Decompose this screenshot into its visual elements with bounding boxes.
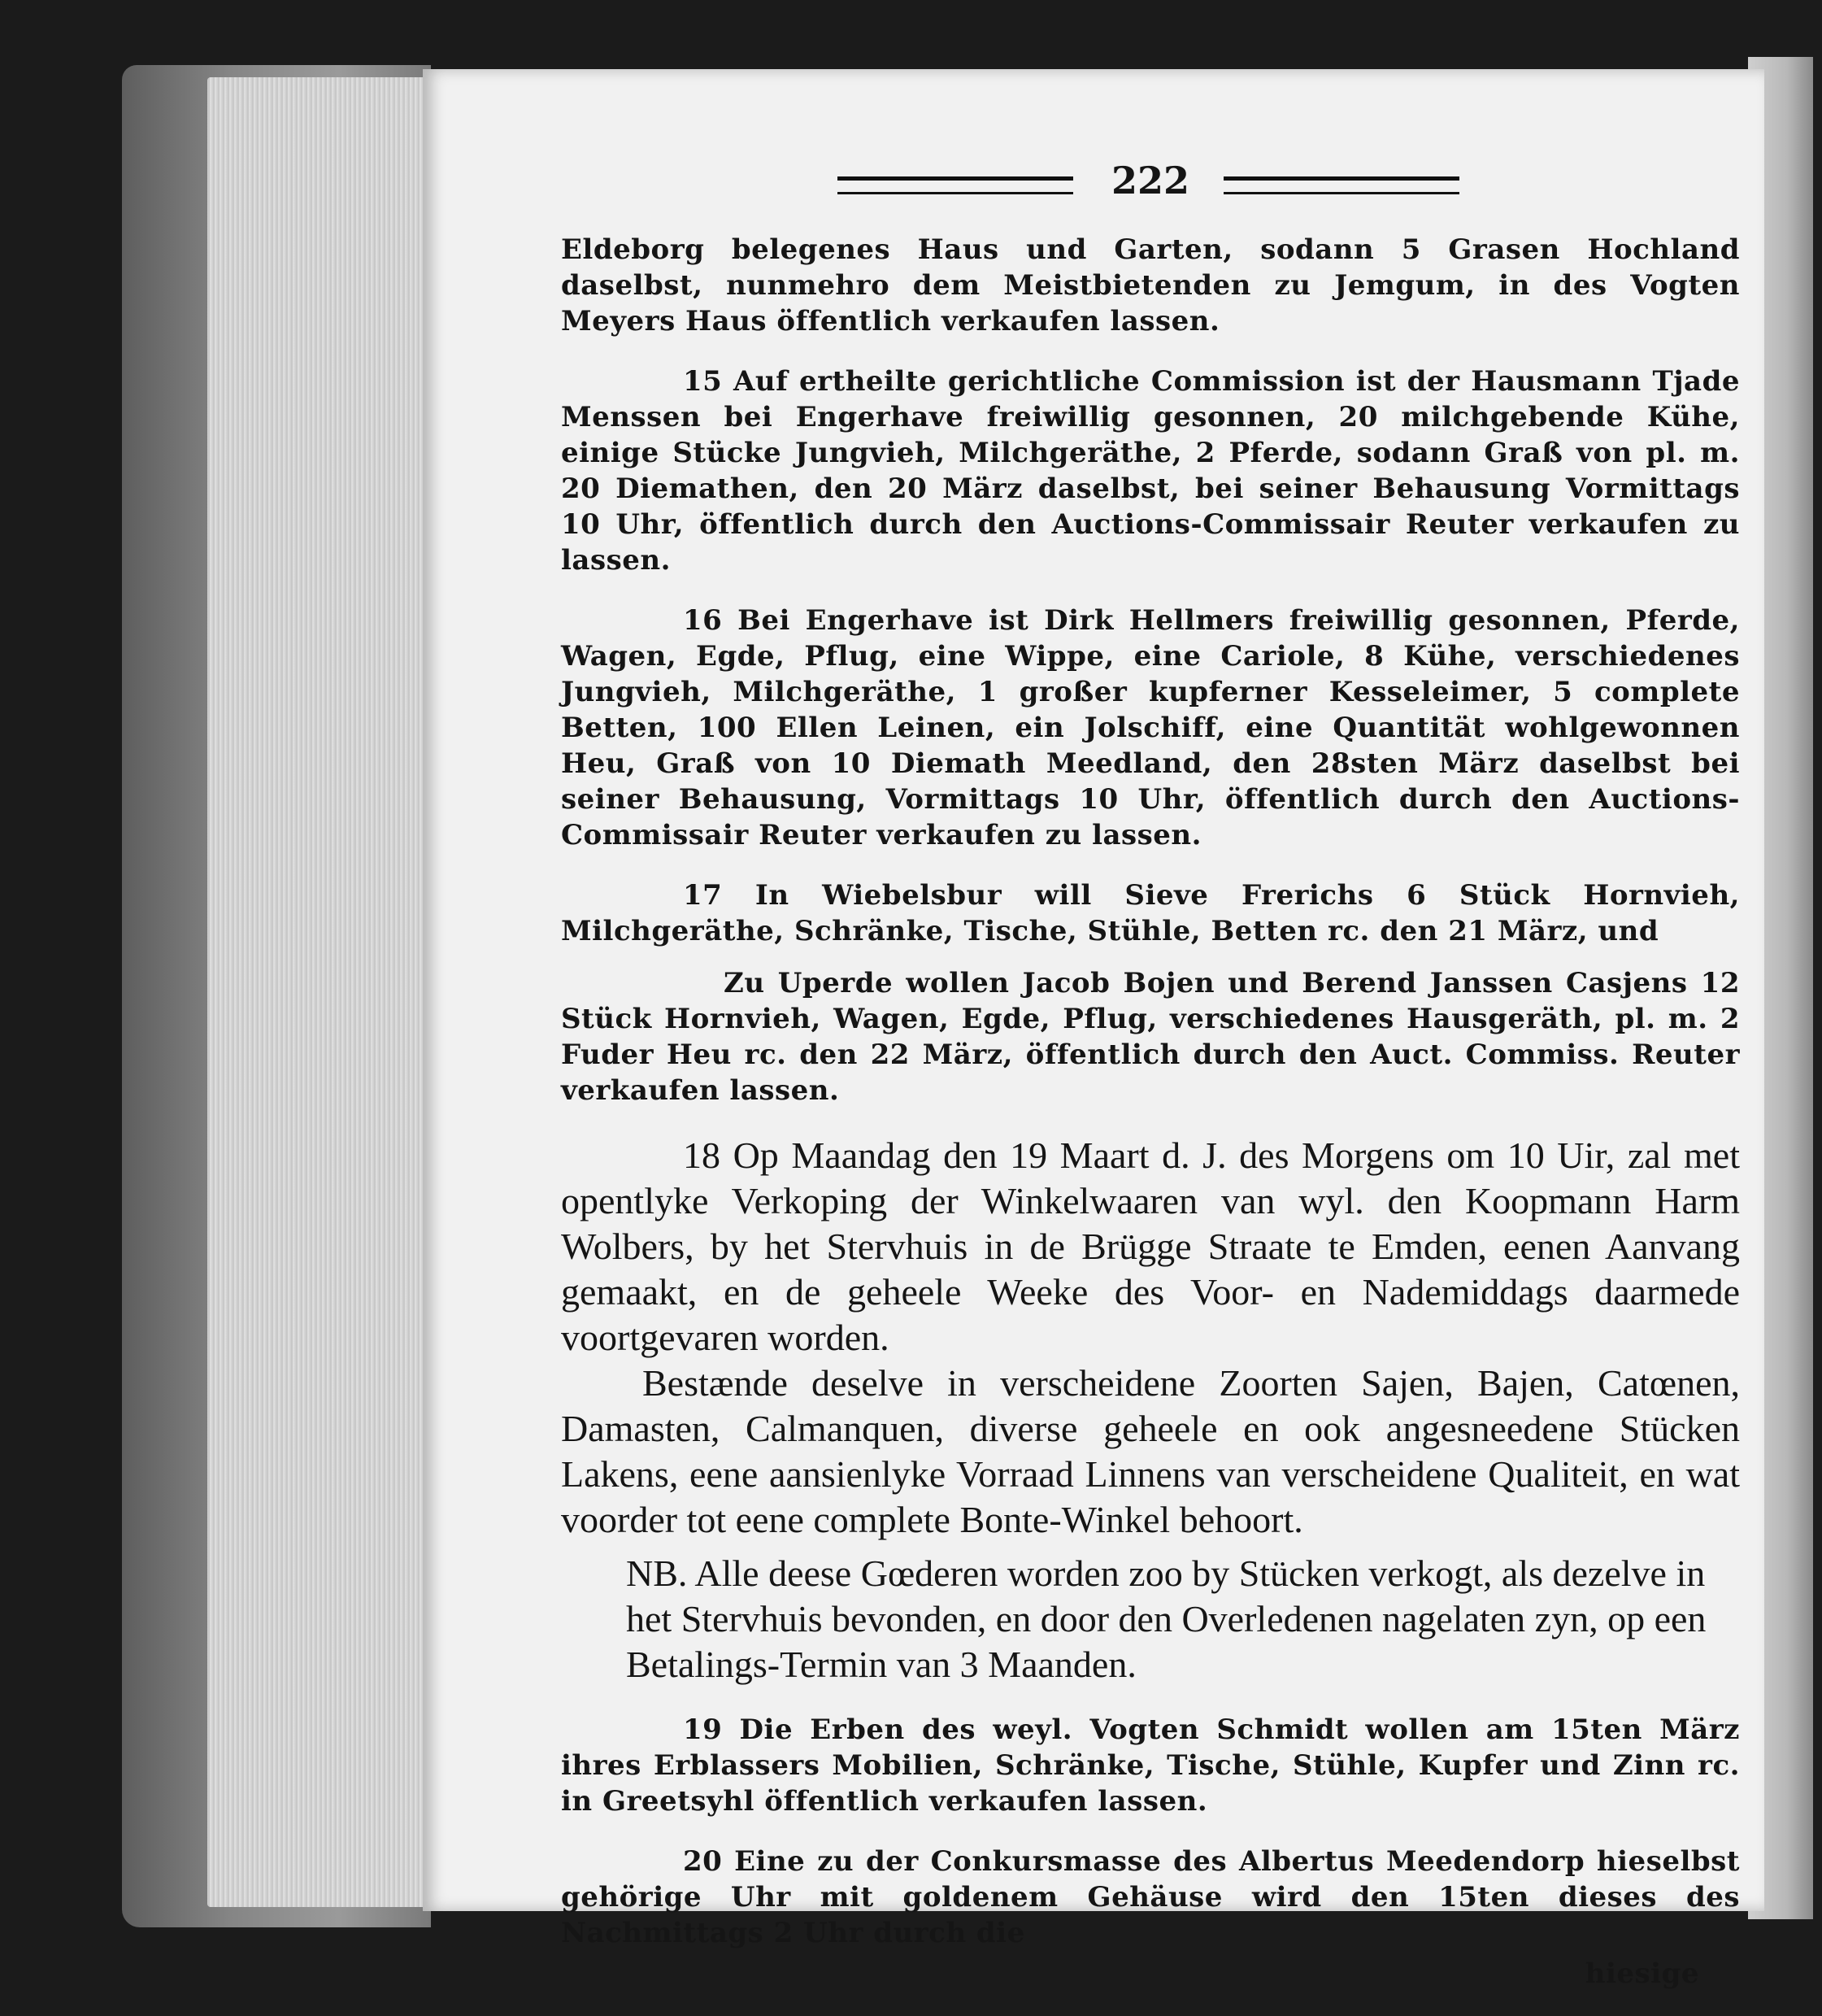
page-body xyxy=(561,232,1740,2016)
nota-bene xyxy=(561,1551,1740,1687)
paragraph-18: 18 Op Maandag den 19 Maart d. J. des Morgens om 10 Uir, zal met opentlyke Verkoping der Winkelwaaren van wyl. den Koopmann Harm Wolbers, by het Stervhuis in de Brügge Straate te Emden, eenen Aanvang gemaakt, en de geheele Weeke des Voor- en Nademiddags daarmede voortgevaren worden. xyxy=(561,1134,1740,1358)
paragraph-18-contents: Bestænde deselve in verscheidene Zoorten Sajen, Bajen, Catœnen, Damasten, Calmanquen, diverse geheele en ook angesneedene Stücken Lakens, eene aansienlyke Vorraad Linnens van verscheidene Qualiteit, en wat voorder tot eene complete Bonte-Winkel behoort. xyxy=(561,1362,1740,1540)
paragraph-19: 19 Die Erben des weyl. Vogten Schmidt wollen am 15ten März ihres Erblassers Mobilien, Schränke, Tische, Stühle, Kupfer und Zinn rc. in Greetsyhl öffentlich verkaufen lassen. xyxy=(561,1713,1740,1818)
page-header xyxy=(423,159,1764,207)
paragraph-16: 16 Bei Engerhave ist Dirk Hellmers freiwillig gesonnen, Pferde, Wagen, Egde, Pflug, eine Wippe, eine Cariole, 8 Kühe, verschiedenes Jungvieh, Milchgeräthe, 1 großer kupferner Kesseleimer, 5 complete Betten, 100 Ellen Leinen, ein Jolschiff, eine Quantität wohlgewonnen Heu, Graß von 10 Diemath Meedland, den 28sten März daselbst bei seiner Behausung, Vormittags 10 Uhr, öffentlich durch den Auctions-Commissair Reuter verkaufen zu lassen. xyxy=(561,604,1740,851)
catchword: hiesige xyxy=(1585,1957,1699,1990)
header-rule-right xyxy=(1224,176,1459,194)
paragraph-continuation: Eldeborg belegenes Haus und Garten, sodann 5 Grasen Hochland daselbst, nunmehro dem Meistbietenden zu Jemgum, in des Vogten Meyers Haus öffentlich verkaufen lassen. xyxy=(561,233,1740,337)
paragraph-17: 17 In Wiebelsbur will Sieve Frerichs 6 Stück Hornvieh, Milchgeräthe, Schränke, Tische, Stühle, Betten rc. den 21 März, und xyxy=(561,879,1740,947)
nota-bene-label: NB. xyxy=(626,1552,688,1594)
paragraph-20: 20 Eine zu der Conkursmasse des Albertus Meedendorp hieselbst gehörige Uhr mit goldenem Gehäuse wird den 15ten dieses des Nachmittags 2 Uhr durch die xyxy=(561,1845,1740,1949)
paragraph-17-continued: Zu Uperde wollen Jacob Bojen und Berend Janssen Casjens 12 Stück Hornvieh, Wagen, Egde, Pflug, verschiedenes Hausgeräth, pl. m. 2 Fuder Heu rc. den 22 März, öffentlich durch den Auct. Commiss. Reuter verkaufen lassen. xyxy=(561,967,1740,1107)
header-rule-left xyxy=(837,176,1073,194)
page-number: 222 xyxy=(1111,159,1190,202)
book-page xyxy=(423,69,1764,1990)
page-edges xyxy=(207,77,439,1907)
nota-bene-text: Alle deese Gœderen worden zoo by Stücken verkogt, als dezelve in het Stervhuis bevonden, en door den Overledenen nagelaten zyn, op een Betalings-Termin van 3 Maanden. xyxy=(626,1552,1707,1685)
paragraph-15: 15 Auf ertheilte gerichtliche Commission ist der Hausmann Tjade Menssen bei Engerhave freiwillig gesonnen, 20 milchgebende Kühe, einige Stücke Jungvieh, Milchgeräthe, 2 Pferde, sodann Graß von pl. m. 20 Diemathen, den 20 März daselbst, bei seiner Behausung Vormittags 10 Uhr, öffentlich durch den Auctions-Commissair Reuter verkaufen zu lassen. xyxy=(561,365,1740,577)
